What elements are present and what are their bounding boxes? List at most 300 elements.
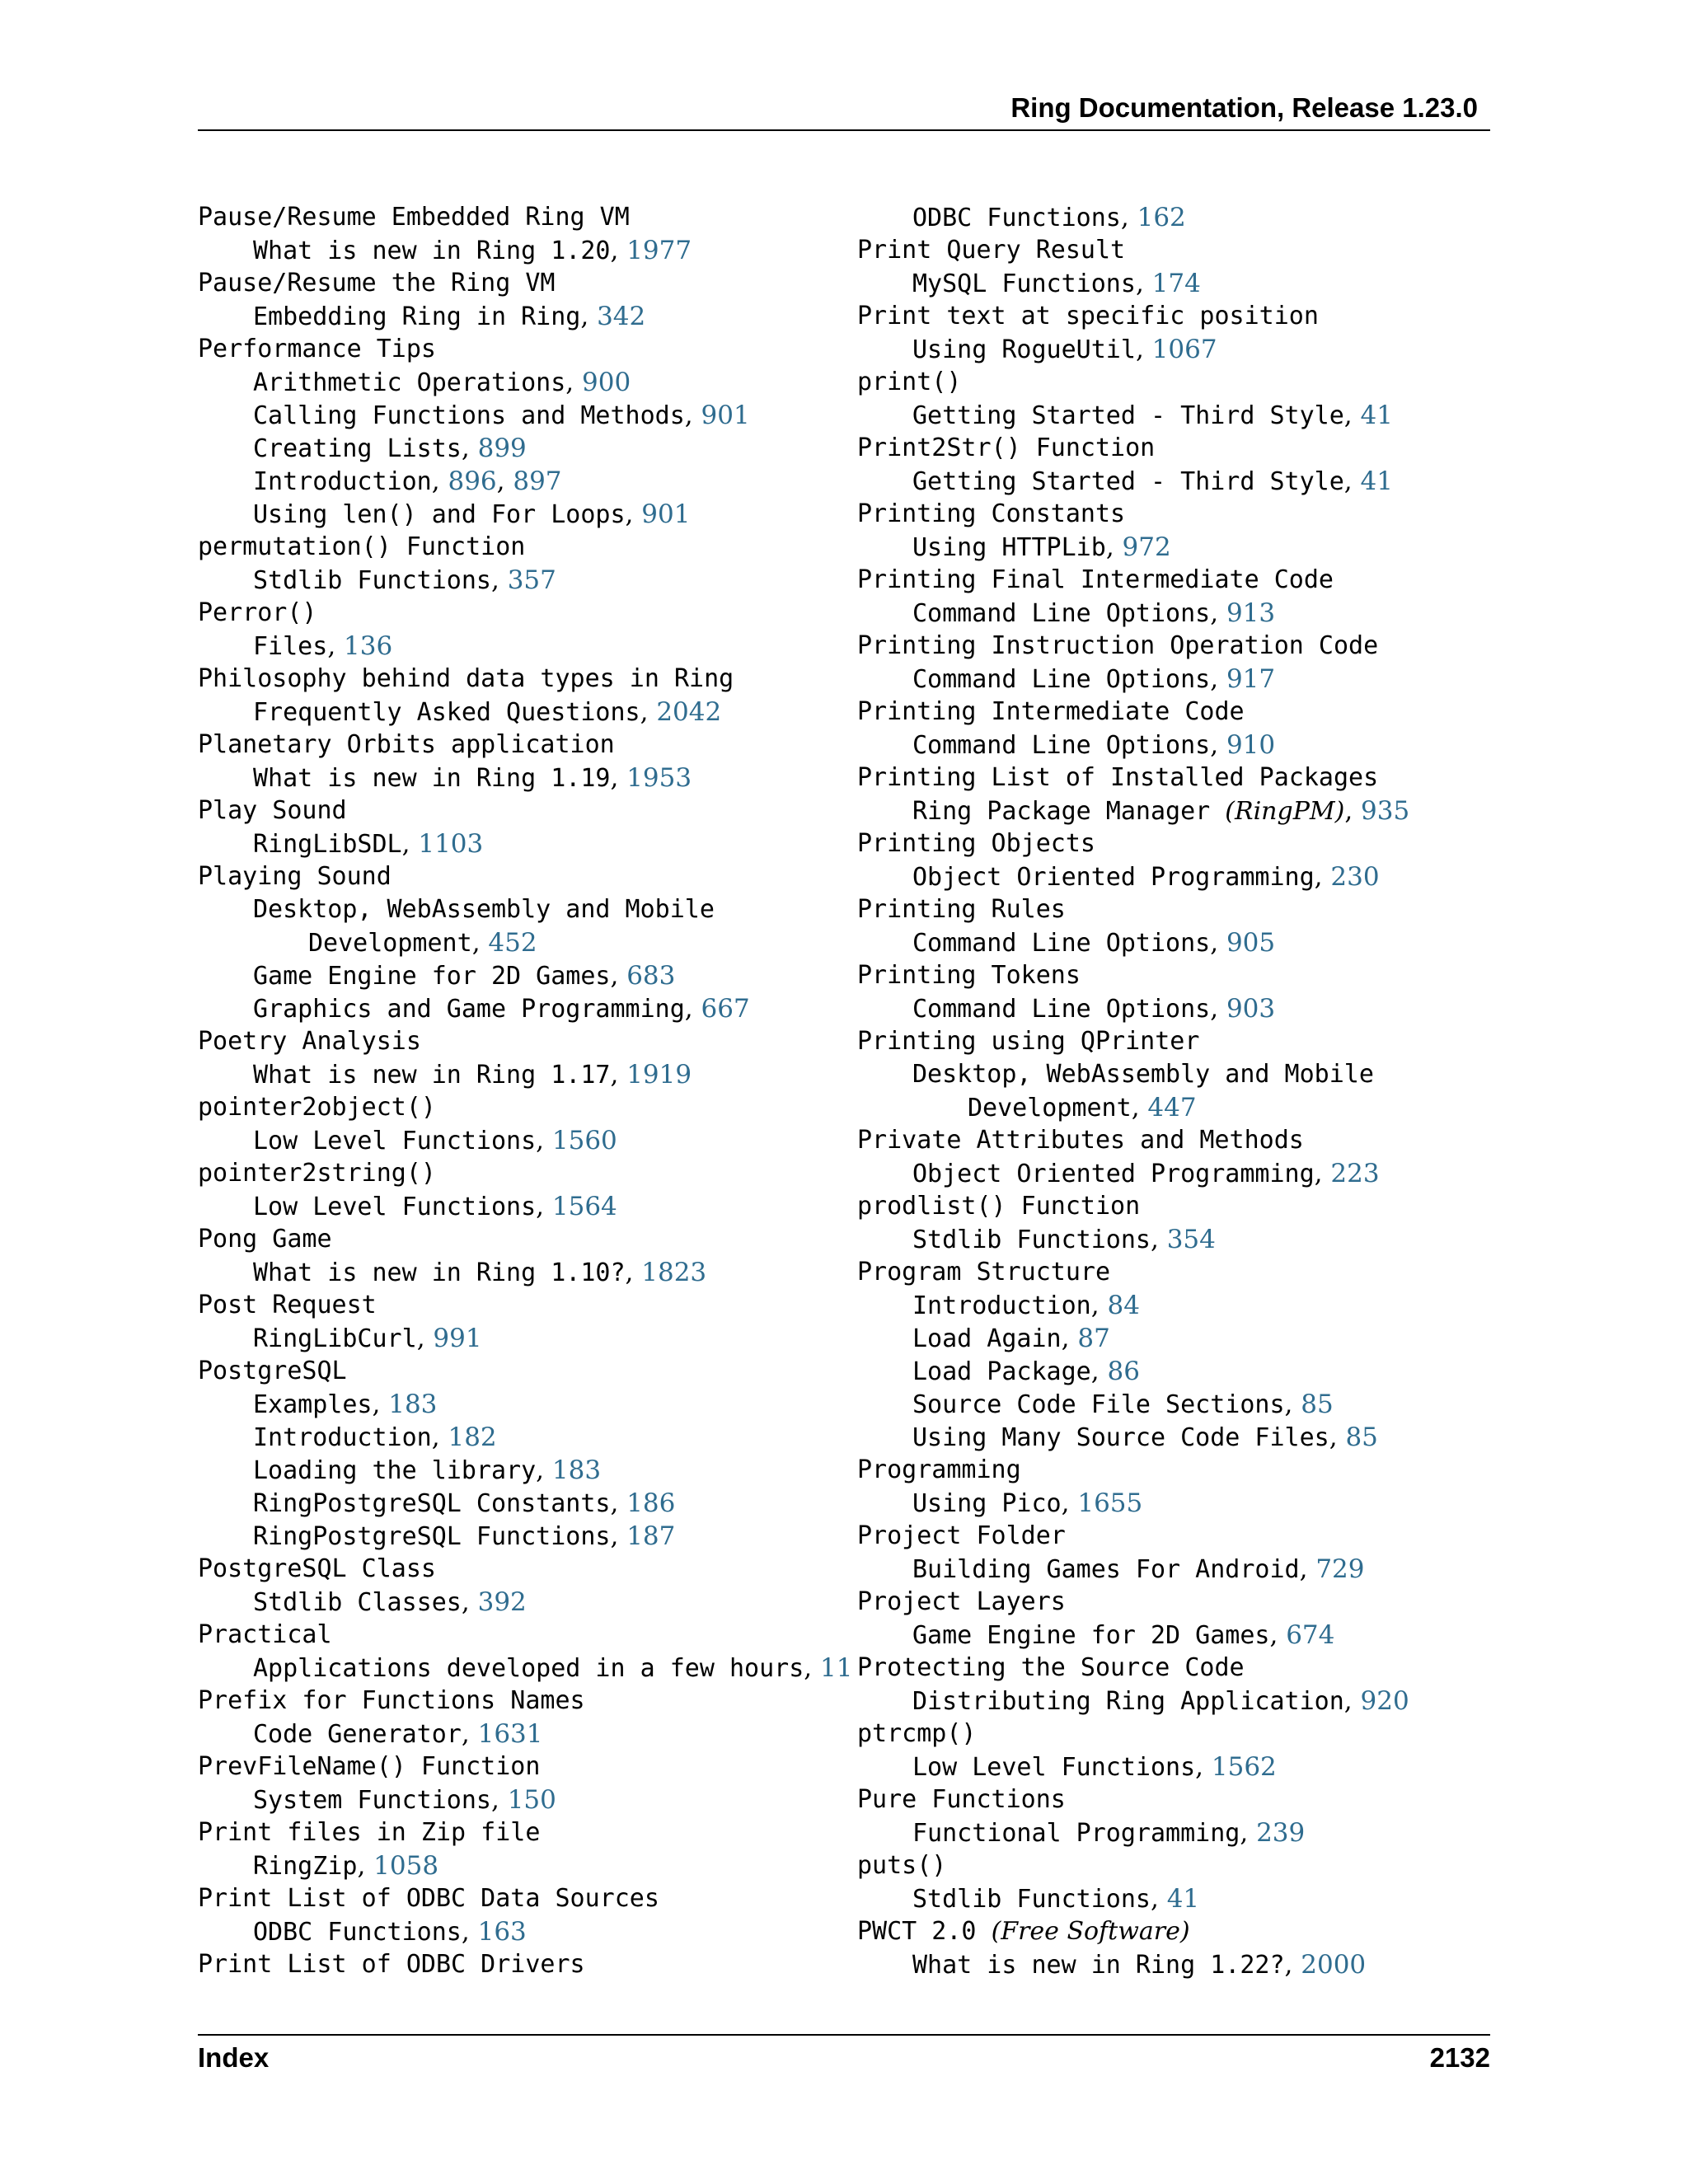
index-subentry: Functional Programming, 239 [912, 1818, 1306, 1848]
page-ref-link[interactable]: 935 [1361, 796, 1410, 826]
index-subentry: Game Engine for 2D Games, 683 [253, 961, 676, 991]
subentry-qualifier: (RingPM) [1225, 797, 1345, 826]
index-subentry [198, 893, 841, 926]
index-subentry: RingZip, 1058 [253, 1851, 439, 1881]
page-ref-link[interactable]: 972 [1122, 532, 1171, 562]
index-entry [857, 366, 1500, 432]
page-ref-link[interactable]: 183 [551, 1455, 602, 1485]
page-ref-link[interactable]: 85 [1345, 1422, 1378, 1452]
footer-page-number: 2132 [1429, 2042, 1490, 2073]
footer-section-label: Index [198, 2042, 270, 2073]
index-subentry: Game Engine for 2D Games, 674 [912, 1620, 1335, 1650]
index-entry [857, 762, 1500, 827]
index-subentry: Code Generator, 1631 [253, 1719, 543, 1749]
subentry-label: Command Line Options [912, 599, 1211, 628]
subentry-label: Desktop, WebAssembly and Mobile [253, 895, 715, 924]
page-ref-link[interactable]: 187 [626, 1521, 676, 1551]
subentry-label: Arithmetic Operations [253, 368, 566, 397]
page-ref-link[interactable]: 1655 [1077, 1488, 1143, 1518]
index-term: Play Sound [198, 796, 347, 825]
index-entry [857, 1586, 1500, 1652]
index-subentry: Stdlib Functions, 357 [253, 565, 556, 595]
index-entry [857, 827, 1500, 893]
page-ref-link[interactable]: 917 [1226, 664, 1276, 694]
index-term-line [857, 696, 1500, 729]
page-ref-link[interactable]: 150 [507, 1785, 556, 1815]
index-term: Poetry Analysis [198, 1027, 421, 1056]
index-subentry: Load Package, 86 [912, 1357, 1140, 1386]
page-ref-link[interactable]: 183 [388, 1390, 438, 1419]
index-term-line [857, 762, 1500, 794]
index-entry [198, 794, 841, 860]
subentry-label: Stdlib Functions [253, 566, 491, 595]
index-subentry: Using RogueUtil, 1067 [912, 335, 1217, 364]
index-term-line [857, 827, 1500, 860]
page-ref-link[interactable]: 11 [820, 1653, 853, 1683]
subentry-label: Command Line Options [912, 995, 1211, 1024]
index-term-line [857, 366, 1500, 399]
index-term: Printing Final Intermediate Code [857, 565, 1334, 594]
page-ref-link[interactable]: 452 [488, 928, 537, 958]
subentry-label: Game Engine for 2D Games [253, 962, 611, 991]
subentry-label: RingZip [253, 1852, 358, 1881]
index-term-line [857, 498, 1500, 531]
page-ref-link[interactable]: 182 [448, 1422, 497, 1452]
index-term-line [857, 1718, 1500, 1750]
subentry-label: Source Code File Sections [912, 1390, 1285, 1419]
index-term-line [198, 201, 841, 234]
page-ref-link[interactable]: 239 [1256, 1818, 1306, 1848]
subentry-label: Code Generator [253, 1720, 462, 1749]
index-term: Program Structure [857, 1258, 1111, 1286]
index-entry [198, 663, 841, 729]
page-ref-link[interactable]: 2000 [1301, 1950, 1367, 1980]
subentry-label: Stdlib Functions [912, 1226, 1151, 1254]
page-ref-link[interactable]: 223 [1330, 1159, 1380, 1188]
index-entry [198, 1223, 841, 1289]
index-term: PrevFileName() Function [198, 1752, 541, 1781]
subentry-label: System Functions [253, 1786, 491, 1815]
index-subentry: Frequently Asked Questions, 2042 [253, 697, 722, 727]
index-subentry: Source Code File Sections, 85 [912, 1390, 1334, 1419]
index-entry [198, 1553, 841, 1619]
page-ref-link[interactable]: 903 [1226, 994, 1276, 1024]
index-subentry-continuation: Development, 452 [308, 928, 537, 958]
running-header-title: Ring Documentation, Release 1.23.0 [1010, 92, 1478, 123]
page-ref-link[interactable]: 920 [1360, 1686, 1409, 1716]
subentry-label: Stdlib Functions [912, 1885, 1151, 1914]
index-subentry: Using Pico, 1655 [912, 1488, 1143, 1518]
index-term-line [857, 1025, 1500, 1058]
page-ref-link[interactable]: 162 [1137, 203, 1186, 232]
page-ref-link[interactable]: 910 [1226, 730, 1276, 760]
index-subentry: Files, 136 [253, 631, 393, 661]
subentry-label: RingPostgreSQL Constants [253, 1489, 611, 1518]
subentry-label: Using HTTPLib [912, 533, 1106, 562]
page-ref-link[interactable]: 392 [477, 1587, 527, 1617]
index-subentry: Building Games For Android, 729 [912, 1554, 1365, 1584]
subentry-label: Ring Package Manager [912, 797, 1211, 826]
header-rule [198, 129, 1490, 131]
page-ref-link[interactable]: 1631 [477, 1719, 543, 1749]
index-subentry [857, 1058, 1500, 1091]
page-ref-link[interactable]: 1562 [1211, 1752, 1277, 1782]
subentry-label: Files [253, 632, 328, 661]
subentry-label: Frequently Asked Questions [253, 698, 640, 727]
page-ref-link[interactable]: 683 [626, 961, 676, 991]
subentry-label: Graphics and Game Programming [253, 995, 685, 1024]
index-entry [857, 234, 1500, 300]
index-subentry: System Functions, 150 [253, 1785, 556, 1815]
index-entry [857, 1783, 1500, 1849]
index-term: Print Query Result [857, 236, 1126, 265]
index-term-line [857, 234, 1500, 267]
page-ref-link[interactable]: 1953 [626, 763, 692, 793]
index-term-line [857, 893, 1500, 926]
index-term-line [857, 432, 1500, 465]
index-term-line [198, 1157, 841, 1190]
page-ref-link[interactable]: 354 [1166, 1225, 1216, 1254]
index-term: Printing using QPrinter [857, 1027, 1200, 1056]
subentry-label: Low Level Functions [253, 1127, 537, 1155]
index-subentry: Arithmetic Operations, 900 [253, 368, 631, 397]
index-subentry: Stdlib Functions, 354 [912, 1225, 1216, 1254]
page-ref-link[interactable]: 1564 [551, 1192, 617, 1221]
page-ref-link[interactable]: 41 [1166, 1884, 1200, 1914]
subentry-label: Command Line Options [912, 929, 1211, 958]
page-ref-link[interactable]: 230 [1330, 862, 1380, 892]
subentry-label: What is new in Ring 1.20 [253, 237, 611, 265]
index-term-line [198, 1750, 841, 1783]
page-ref-link[interactable]: 897 [513, 466, 562, 496]
index-term-line [198, 1619, 841, 1652]
index-subentry: RingPostgreSQL Functions, 187 [253, 1521, 676, 1551]
index-entry [857, 1256, 1500, 1454]
index-term: Performance Tips [198, 335, 436, 363]
index-term: ptrcmp() [857, 1719, 977, 1748]
index-entry [198, 597, 841, 663]
index-entry [857, 959, 1500, 1025]
index-term: Protecting the Source Code [857, 1653, 1245, 1682]
subentry-label: Load Package [912, 1357, 1091, 1386]
index-entry [857, 1915, 1500, 1981]
page-ref-link[interactable]: 896 [448, 466, 497, 496]
subentry-label: Applications developed in a few hours [253, 1654, 804, 1683]
page-ref-link[interactable]: 899 [477, 434, 527, 463]
page-ref-link[interactable]: 901 [641, 499, 691, 529]
page-ref-link[interactable]: 41 [1360, 466, 1393, 496]
page-ref-link[interactable]: 186 [626, 1488, 676, 1518]
index-term-line [198, 1355, 841, 1388]
index-subentry: Command Line Options, 910 [912, 730, 1276, 760]
index-subentry: Stdlib Functions, 41 [912, 1884, 1200, 1914]
subentry-label: Using RogueUtil [912, 335, 1136, 364]
index-term-line [198, 333, 841, 366]
index-term-line [198, 597, 841, 630]
index-term: Post Request [198, 1291, 377, 1319]
index-entry [857, 498, 1500, 564]
subentry-label: What is new in Ring 1.10? [253, 1258, 626, 1287]
subentry-label: Using len() and For Loops [253, 500, 626, 529]
index-term: Prefix for Functions Names [198, 1686, 585, 1715]
index-term: Playing Sound [198, 862, 392, 891]
subentry-label: What is new in Ring 1.19 [253, 764, 611, 793]
subentry-label: Distributing Ring Application [912, 1687, 1344, 1716]
index-entry [857, 630, 1500, 696]
index-subentry: Calling Functions and Methods, 901 [253, 401, 750, 430]
subentry-label: Introduction [253, 467, 432, 496]
index-subentry-continuation: Development, 447 [968, 1093, 1197, 1122]
page-ref-link[interactable]: 136 [344, 631, 393, 661]
index-subentry: RingLibSDL, 1103 [253, 829, 484, 859]
subentry-label: Introduction [912, 1291, 1091, 1320]
page-ref-link[interactable]: 87 [1077, 1324, 1110, 1353]
index-term: Printing Tokens [857, 961, 1081, 990]
index-entry [198, 1882, 841, 1948]
index-term-line [198, 1025, 841, 1058]
subentry-label: Examples [253, 1390, 373, 1419]
index-subentry: Creating Lists, 899 [253, 434, 527, 463]
subentry-label: Stdlib Classes [253, 1588, 462, 1617]
subentry-label: Desktop, WebAssembly and Mobile [912, 1060, 1374, 1089]
index-entry [857, 1124, 1500, 1190]
page-ref-link[interactable]: 447 [1147, 1093, 1197, 1122]
page-ref-link[interactable]: 342 [597, 302, 646, 331]
subentry-label: MySQL Functions [912, 269, 1136, 298]
index-term: Print2Str() Function [857, 434, 1156, 462]
page-ref-link[interactable]: 84 [1107, 1291, 1140, 1320]
index-term: Printing List of Installed Packages [857, 763, 1379, 792]
footer-rule [198, 2034, 1490, 2036]
index-term-line [198, 1553, 841, 1586]
index-subentry: RingLibCurl, 991 [253, 1324, 482, 1353]
index-term: PostgreSQL Class [198, 1554, 436, 1583]
index-term: permutation() Function [198, 532, 526, 561]
page-ref-link[interactable]: 1823 [641, 1258, 707, 1287]
index-term-line [857, 1849, 1500, 1882]
index-subentry: Introduction, 84 [912, 1291, 1140, 1320]
index-subentry: Ring Package Manager (RingPM), 935 [912, 796, 1410, 826]
index-term-line [198, 794, 841, 827]
index-term: Printing Instruction Operation Code [857, 631, 1379, 660]
index-term: Pause/Resume Embedded Ring VM [198, 203, 630, 232]
index-term-line [198, 1223, 841, 1256]
index-term-line [857, 1915, 1500, 1948]
subentry-label: What is new in Ring 1.22? [912, 1951, 1285, 1980]
index-subentry: Load Again, 87 [912, 1324, 1110, 1353]
index-entry [198, 860, 841, 1025]
index-subentry: Using HTTPLib, 972 [912, 532, 1171, 562]
index-term: Print List of ODBC Drivers [198, 1950, 585, 1979]
subentry-label: Using Many Source Code Files [912, 1423, 1329, 1452]
page-ref-link[interactable]: 2042 [656, 697, 722, 727]
index-term-line [198, 860, 841, 893]
index-term-line [857, 1652, 1500, 1685]
index-term-line [198, 663, 841, 696]
index-subentry: Stdlib Classes, 392 [253, 1587, 527, 1617]
subentry-label: Using Pico [912, 1489, 1062, 1518]
index-subentry: What is new in Ring 1.20, 1977 [253, 236, 692, 265]
index-subentry: Low Level Functions, 1562 [912, 1752, 1277, 1782]
index-subentry: Command Line Options, 905 [912, 928, 1276, 958]
page-ref-link[interactable]: 1103 [418, 829, 484, 859]
page-ref-link[interactable]: 905 [1226, 928, 1276, 958]
index-term-line [857, 1256, 1500, 1289]
subentry-label: Calling Functions and Methods [253, 401, 685, 430]
subentry-label: Low Level Functions [253, 1193, 537, 1221]
index-term-line [198, 531, 841, 564]
index-entry [857, 564, 1500, 630]
index-subentry: Loading the library, 183 [253, 1455, 602, 1485]
index-entry [857, 1652, 1500, 1718]
index-term: puts() [857, 1851, 947, 1880]
index-subentry: ODBC Functions, 163 [253, 1917, 527, 1947]
index-subentry: Low Level Functions, 1560 [253, 1126, 617, 1155]
index-entry [857, 1849, 1500, 1915]
subentry-label: Object Oriented Programming [912, 863, 1315, 892]
subentry-label: Game Engine for 2D Games [912, 1621, 1270, 1650]
page-ref-link[interactable]: 674 [1286, 1620, 1335, 1650]
index-term-line [857, 1190, 1500, 1223]
subentry-label: RingLibCurl [253, 1324, 417, 1353]
index-term: pointer2object() [198, 1093, 436, 1122]
index-term-line [857, 300, 1500, 333]
index-term: Project Layers [857, 1587, 1066, 1616]
page-ref-link[interactable]: 163 [477, 1917, 527, 1947]
index-entry [857, 1190, 1500, 1256]
page-ref-link[interactable]: 900 [582, 368, 631, 397]
index-term: Philosophy behind data types in Ring [198, 664, 734, 693]
index-term-line [857, 1520, 1500, 1553]
page-ref-link[interactable]: 1919 [626, 1060, 692, 1090]
index-entry [857, 893, 1500, 959]
subentry-label: Creating Lists [253, 434, 462, 463]
index-term: Practical [198, 1620, 332, 1649]
page-ref-link[interactable]: 174 [1151, 269, 1201, 298]
subentry-label: RingLibSDL [253, 830, 402, 859]
index-term: print() [857, 368, 962, 396]
index-entry [857, 300, 1500, 366]
index-entry [198, 333, 841, 531]
index-subentry: Examples, 183 [253, 1390, 438, 1419]
index-entry [857, 201, 1500, 234]
index-column-left [198, 201, 853, 1981]
subentry-label: RingPostgreSQL Functions [253, 1522, 611, 1551]
index-subentry: Using len() and For Loops, 901 [253, 499, 691, 529]
subentry-label: Loading the library [253, 1456, 537, 1485]
index-term-line [198, 1289, 841, 1322]
index-term-line [198, 1882, 841, 1915]
index-entry [198, 1157, 841, 1223]
subentry-label-continued: Development [968, 1094, 1132, 1122]
index-term-line [198, 1948, 841, 1981]
page-ref-link[interactable]: 901 [701, 401, 750, 430]
index-entry [857, 1718, 1500, 1783]
page-ref-link[interactable]: 86 [1107, 1357, 1140, 1386]
index-term: Pure Functions [857, 1785, 1066, 1814]
page-ref-link[interactable]: 1977 [626, 236, 692, 265]
subentry-label: Command Line Options [912, 665, 1211, 694]
index-term: pointer2string() [198, 1159, 436, 1188]
index-term: Print files in Zip file [198, 1818, 541, 1847]
index-term-line [857, 630, 1500, 663]
subentry-label: Command Line Options [912, 731, 1211, 760]
index-entry [198, 1948, 841, 1981]
index-subentry: What is new in Ring 1.22?, 2000 [912, 1950, 1367, 1980]
index-term: Planetary Orbits application [198, 730, 615, 759]
page-ref-link[interactable]: 85 [1301, 1390, 1334, 1419]
index-entry [198, 729, 841, 794]
subentry-label: Functional Programming [912, 1819, 1240, 1848]
page-ref-link[interactable]: 913 [1226, 598, 1276, 628]
page-ref-link[interactable]: 1058 [373, 1851, 439, 1881]
page-ref-link[interactable]: 667 [701, 994, 750, 1024]
index-term-line [857, 1454, 1500, 1487]
index-term: Private Attributes and Methods [857, 1126, 1304, 1155]
index-term-line [857, 1783, 1500, 1816]
index-subentry: Introduction, 896, 897 [253, 466, 562, 496]
page-ref-link[interactable]: 729 [1315, 1554, 1365, 1584]
page-ref-link[interactable]: 1560 [551, 1126, 617, 1155]
page-ref-link[interactable]: 41 [1360, 401, 1393, 430]
index-term-line [198, 267, 841, 300]
index-term-line [198, 729, 841, 762]
subentry-label-continued: Development [308, 929, 472, 958]
subentry-label: Low Level Functions [912, 1753, 1196, 1782]
index-subentry: ODBC Functions, 162 [912, 203, 1186, 232]
index-subentry: Distributing Ring Application, 920 [912, 1686, 1409, 1716]
subentry-label: Introduction [253, 1423, 432, 1452]
subentry-label: Object Oriented Programming [912, 1160, 1315, 1188]
page-ref-link[interactable]: 991 [433, 1324, 482, 1353]
index-subentry: Introduction, 182 [253, 1422, 497, 1452]
index-term: Pong Game [198, 1225, 332, 1254]
index-subentry: Graphics and Game Programming, 667 [253, 994, 750, 1024]
subentry-label: Getting Started - Third Style [912, 467, 1344, 496]
index-subentry: Command Line Options, 917 [912, 664, 1276, 694]
index-subentry: What is new in Ring 1.19, 1953 [253, 763, 692, 793]
index-subentry: Using Many Source Code Files, 85 [912, 1422, 1378, 1452]
index-entry [198, 1289, 841, 1355]
index-entry [198, 201, 841, 267]
page-ref-link[interactable]: 1067 [1151, 335, 1217, 364]
index-entry [198, 267, 841, 333]
index-term-line [857, 564, 1500, 597]
index-entry [857, 696, 1500, 762]
index-term: Programming [857, 1455, 1021, 1484]
index-term: PWCT 2.0 [857, 1917, 977, 1946]
index-subentry: Object Oriented Programming, 230 [912, 862, 1380, 892]
subentry-label: Getting Started - Third Style [912, 401, 1344, 430]
index-subentry: Getting Started - Third Style, 41 [912, 466, 1393, 496]
index-subentry: Command Line Options, 913 [912, 598, 1276, 628]
index-term-line [857, 1124, 1500, 1157]
index-term-line [198, 1685, 841, 1718]
index-entry [198, 1750, 841, 1816]
index-entry [857, 432, 1500, 498]
index-subentry: What is new in Ring 1.10?, 1823 [253, 1258, 707, 1287]
page-ref-link[interactable]: 357 [507, 565, 556, 595]
index-term: Perror() [198, 598, 317, 627]
index-entry [198, 1355, 841, 1553]
index-term: Printing Rules [857, 895, 1066, 924]
index-entry [198, 1685, 841, 1750]
index-term: Print text at specific position [857, 302, 1319, 330]
index-term: Printing Intermediate Code [857, 697, 1245, 726]
subentry-label: ODBC Functions [912, 204, 1121, 232]
index-entry [198, 1025, 841, 1091]
subentry-label: What is new in Ring 1.17 [253, 1061, 611, 1090]
